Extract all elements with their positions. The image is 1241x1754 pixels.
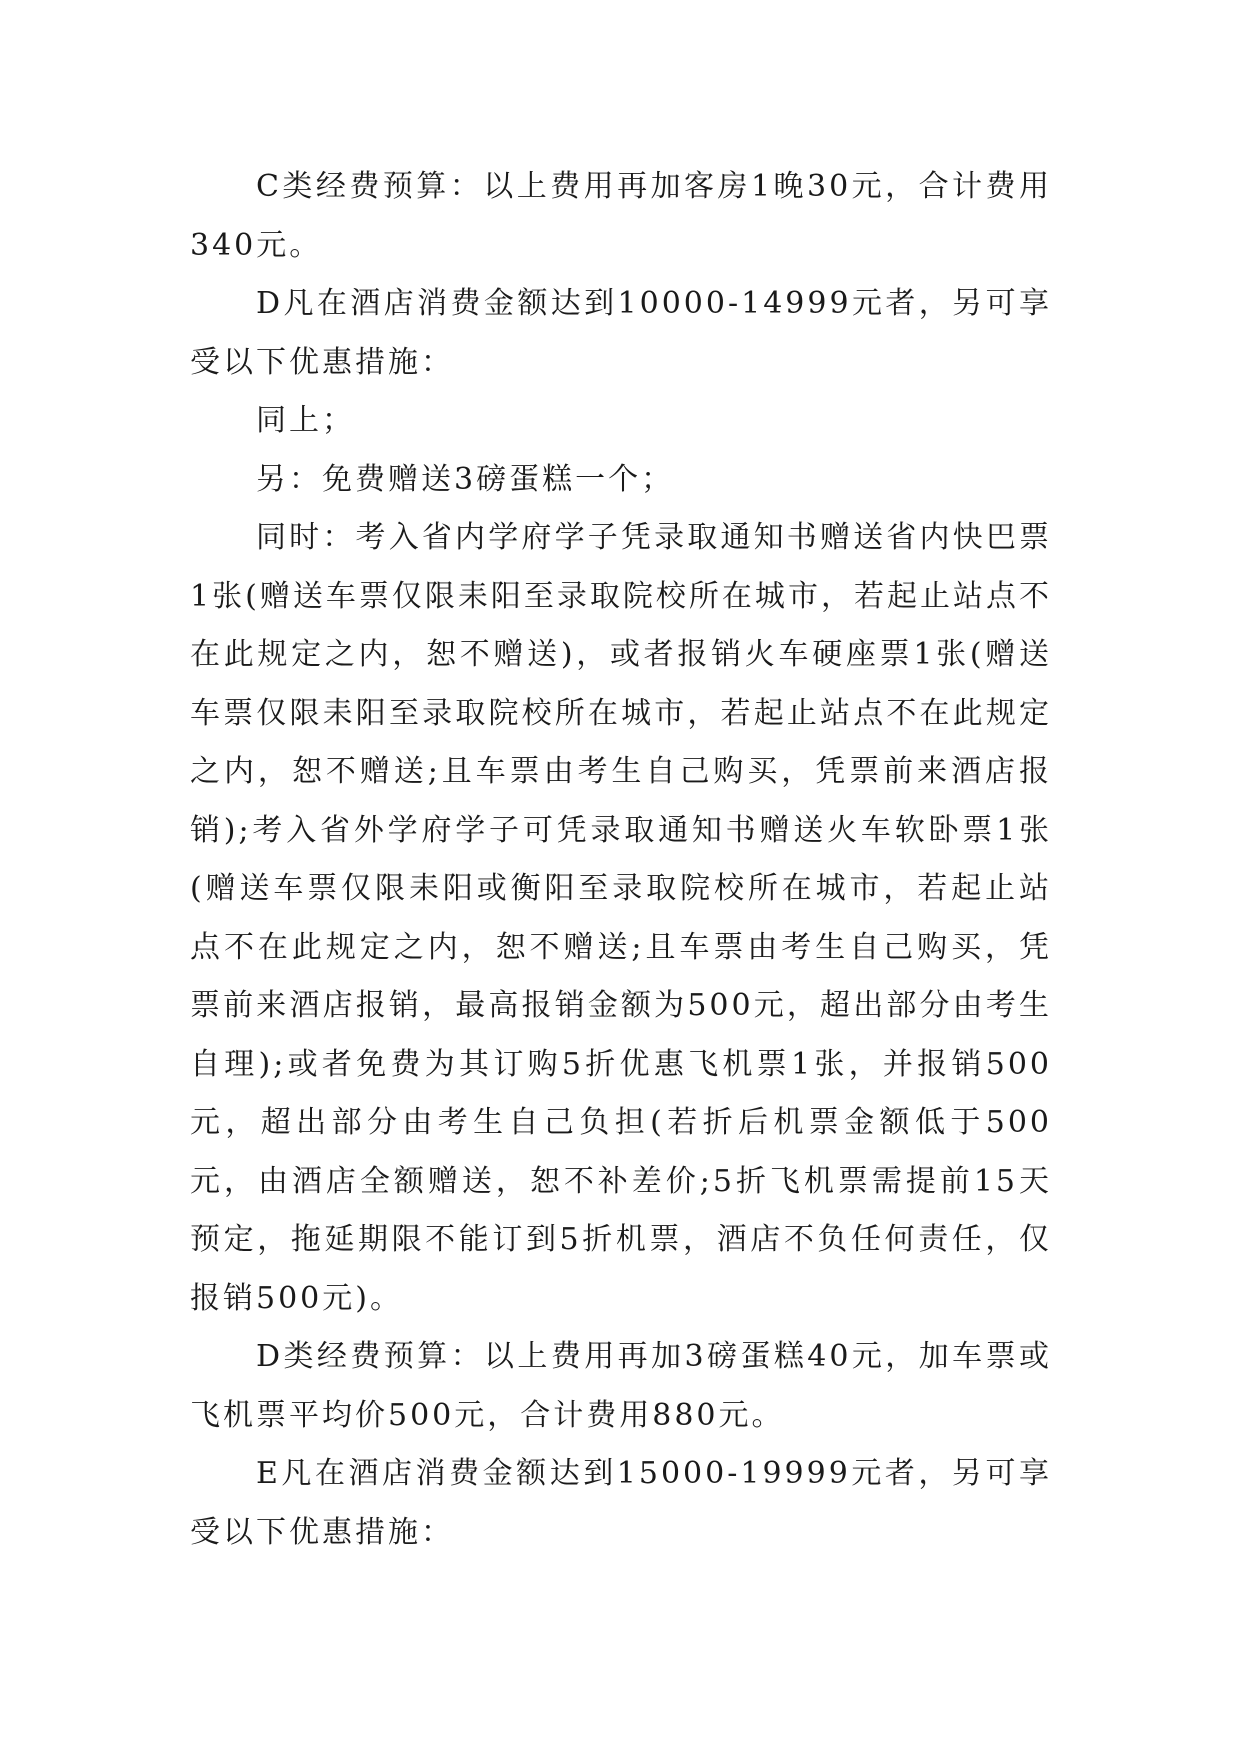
- paragraph-ticket-details: 同时：考入省内学府学子凭录取通知书赠送省内快巴票1张(赠送车票仅限耒阳至录取院校所在城市，若起止站点不在此规定之内，恕不赠送)，或者报销火车硬座票1张(赠送车票仅限耒阳至录取院校所在城市，若起止站点不在此规定之内，恕不赠送;且车票由考生自己购买，凭票前来酒店报销);考入省外学府学子可凭录取通知书赠送火车软卧票1张(赠送车票仅限耒阳或衡阳至录取院校所在城市，若起止站点不在此规定之内，恕不赠送;且车票由考生自己购买，凭票前来酒店报销，最高报销金额为500元，超出部分由考生自理);或者免费为其订购5折优惠飞机票1张，并报销500元，超出部分由考生自己负担(若折后机票金额低于500元，由酒店全额赠送，恕不补差价;5折飞机票需提前15天预定，拖延期限不能订到5折机票，酒店不负任何责任，仅报销500元)。: [190, 520, 1052, 1316]
- paragraph-e-offer: E凡在酒店消费金额达到15000-19999元者，另可享受以下优惠措施：: [190, 1456, 1052, 1550]
- paragraph-d-offer: D凡在酒店消费金额达到10000-14999元者，另可享受以下优惠措施：: [190, 286, 1052, 380]
- paragraph-free-cake: 另：免费赠送3磅蛋糕一个；: [256, 461, 675, 497]
- paragraph-d-budget: D类经费预算：以上费用再加3磅蛋糕40元，加车票或飞机票平均价500元，合计费用880元。: [190, 1339, 1052, 1433]
- paragraph-c-budget: C类经费预算：以上费用再加客房1晚30元，合计费用340元。: [190, 169, 1052, 263]
- paragraph-same-as-above: 同上；: [256, 403, 355, 438]
- document-body: [190, 158, 1052, 1562]
